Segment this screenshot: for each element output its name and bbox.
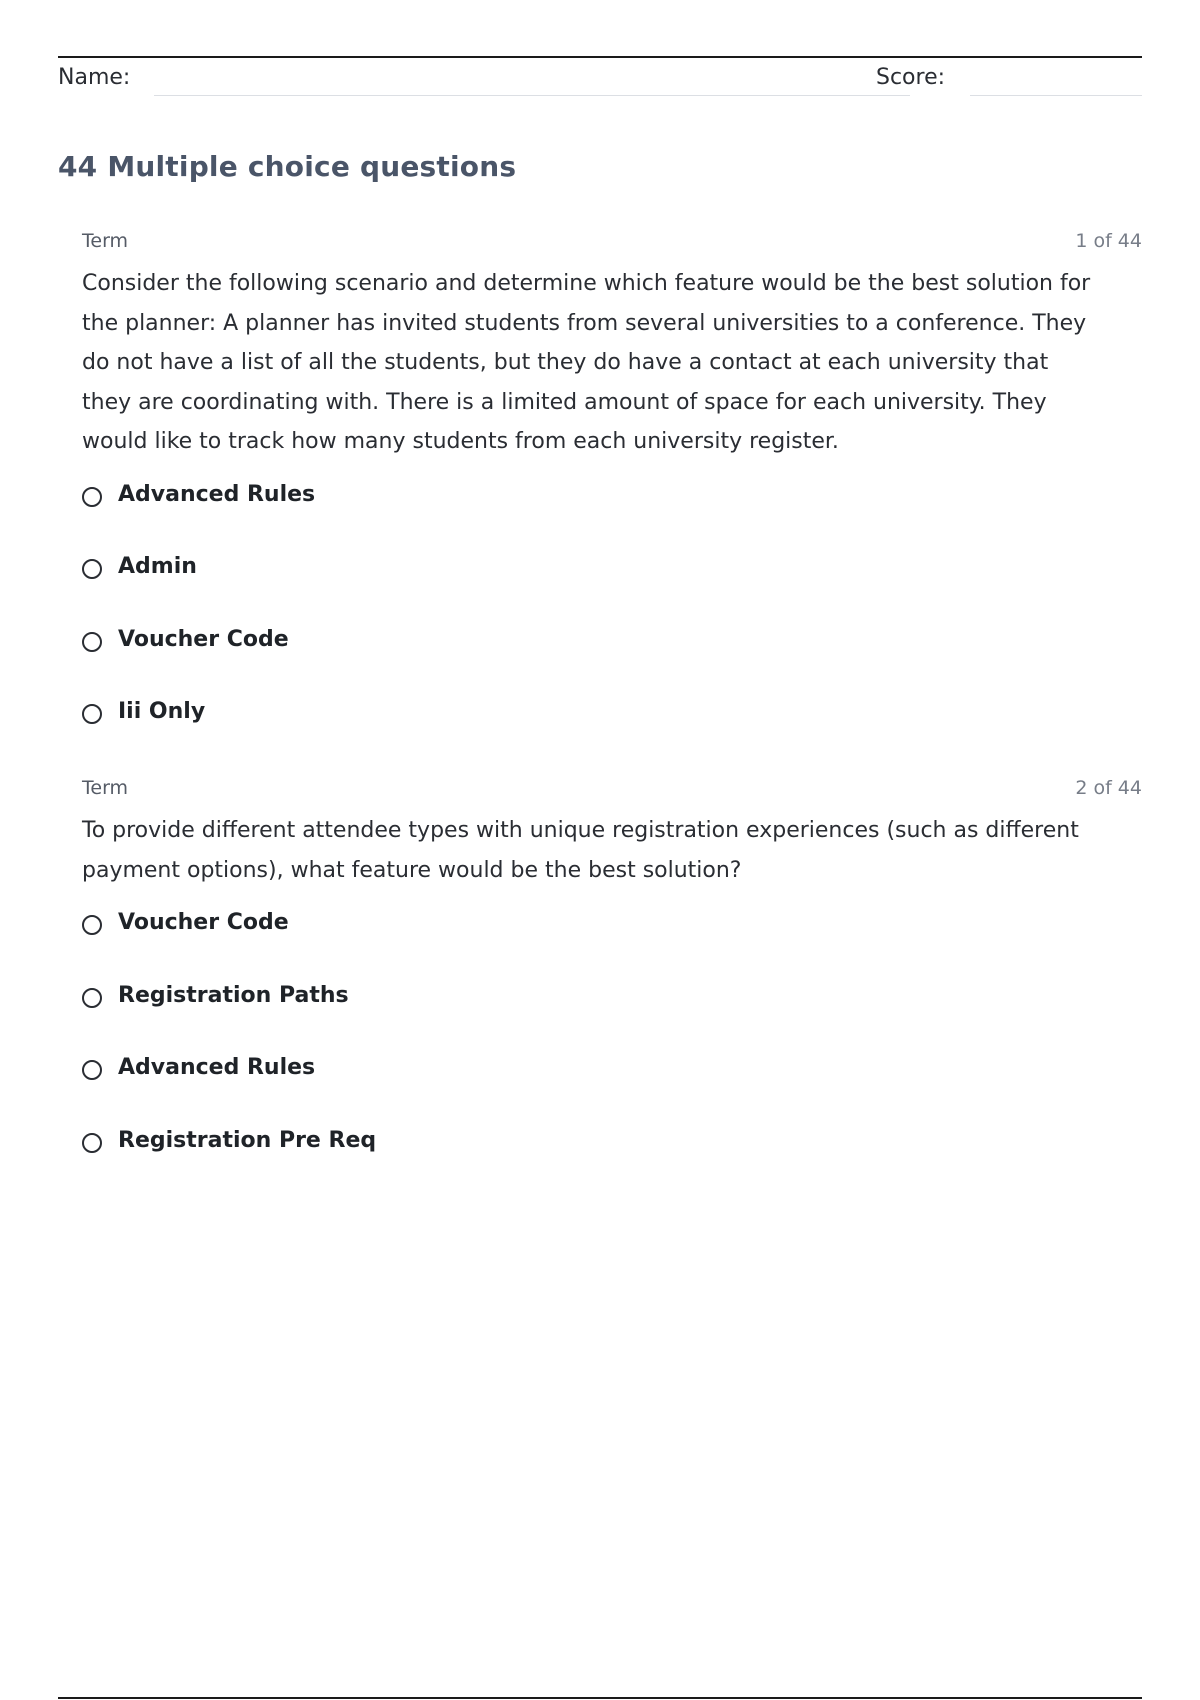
radio-icon[interactable] bbox=[82, 632, 102, 652]
top-rule bbox=[58, 56, 1142, 58]
answer-option-label: Advanced Rules bbox=[118, 481, 316, 507]
answer-option[interactable] bbox=[82, 1126, 1142, 1199]
name-field-line[interactable] bbox=[154, 95, 910, 96]
answer-option[interactable] bbox=[82, 697, 1142, 770]
answer-option[interactable] bbox=[82, 908, 1142, 981]
answer-options bbox=[82, 908, 1142, 1198]
radio-icon[interactable] bbox=[82, 1133, 102, 1153]
question-meta bbox=[82, 230, 1142, 256]
answer-option-label: Iii Only bbox=[118, 699, 206, 724]
bottom-rule bbox=[58, 1697, 1142, 1699]
question-text: Consider the following scenario and determine which feature would be the best solution for the planner: A planner has invited students from several universities to a conference. They do not have a list of all the students, but they do have a contact at each university that they are coordinating with. There is a limited amount of space for each university. They would like to track how many students from each university register. bbox=[82, 271, 1091, 454]
radio-icon[interactable] bbox=[82, 988, 102, 1008]
question-counter: 2 of 44 bbox=[1075, 777, 1142, 799]
answer-option-label: Voucher Code bbox=[118, 626, 289, 652]
answer-option-label: Admin bbox=[118, 554, 197, 579]
answer-options bbox=[82, 480, 1142, 770]
question-text: To provide different attendee types with unique registration experiences (such as different payment options), what feature would be the best solution? bbox=[82, 818, 1079, 883]
score-field-line[interactable] bbox=[970, 95, 1142, 96]
term-label: Term bbox=[82, 777, 129, 799]
answer-option[interactable] bbox=[82, 981, 1142, 1054]
radio-icon[interactable] bbox=[82, 1060, 102, 1080]
radio-icon[interactable] bbox=[82, 704, 102, 724]
answer-option-label: Registration Pre Req bbox=[118, 1127, 377, 1153]
answer-option-label: Registration Paths bbox=[118, 982, 349, 1008]
answer-option[interactable] bbox=[82, 552, 1142, 625]
radio-icon[interactable] bbox=[82, 559, 102, 579]
header-row bbox=[58, 62, 1142, 98]
answer-option[interactable] bbox=[82, 480, 1142, 553]
answer-option[interactable] bbox=[82, 1053, 1142, 1126]
radio-icon[interactable] bbox=[82, 915, 102, 935]
name-label: Name: bbox=[58, 65, 131, 90]
answer-option-label: Advanced Rules bbox=[118, 1055, 316, 1080]
worksheet-page bbox=[58, 0, 1142, 1700]
section-title: 44 Multiple choice questions bbox=[58, 150, 517, 183]
question-meta bbox=[82, 777, 1142, 803]
term-label: Term bbox=[82, 230, 129, 252]
score-label: Score: bbox=[876, 65, 946, 90]
question-counter: 1 of 44 bbox=[1075, 230, 1142, 252]
radio-icon[interactable] bbox=[82, 487, 102, 507]
question-1 bbox=[82, 230, 1142, 770]
answer-option[interactable] bbox=[82, 625, 1142, 698]
answer-option-label: Voucher Code bbox=[118, 910, 289, 935]
question-2 bbox=[82, 777, 1142, 1198]
